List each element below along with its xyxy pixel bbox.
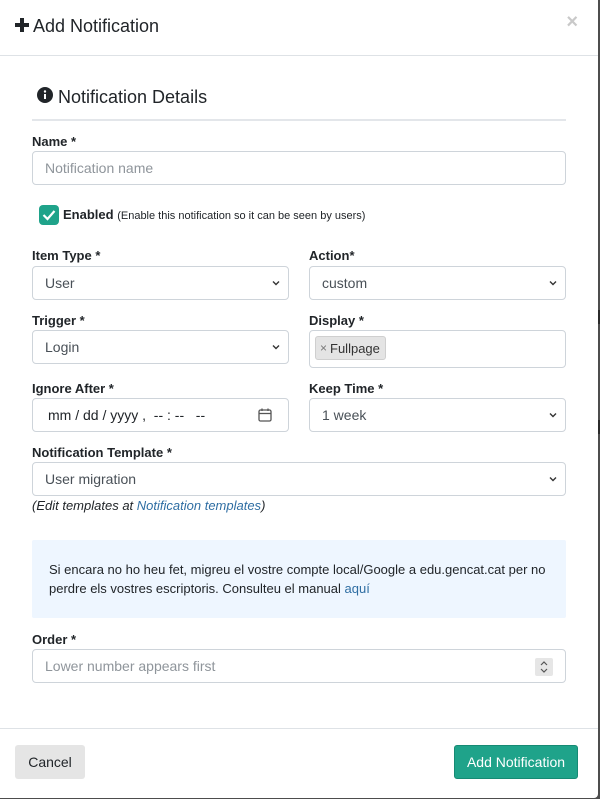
chevron-down-icon <box>549 411 557 419</box>
ignore-after-value: mm / dd / yyyy , -- : -- -- <box>48 407 206 423</box>
notification-templates-link[interactable]: Notification templates <box>136 498 262 513</box>
close-icon[interactable]: × <box>566 11 578 33</box>
template-select[interactable] <box>32 462 566 496</box>
order-label: Order * <box>32 632 77 647</box>
template-label: Notification Template * <box>32 445 172 460</box>
ignore-after-label: Ignore After * <box>32 381 114 396</box>
spinner-arrows-icon <box>535 658 553 676</box>
display-tag-label: Fullpage <box>330 340 380 356</box>
item-type-select[interactable] <box>32 266 289 300</box>
enabled-help: (Enable this notification so it can be seen by users) <box>117 210 366 222</box>
chevron-down-icon <box>272 279 280 287</box>
cancel-button[interactable]: Cancel <box>15 745 85 779</box>
display-label: Display * <box>309 313 364 328</box>
item-type-value: User <box>45 275 75 291</box>
name-input[interactable]: Notification name <box>32 151 566 185</box>
trigger-select[interactable] <box>32 330 289 364</box>
chevron-down-icon <box>549 279 557 287</box>
item-type-label: Item Type * <box>32 248 101 263</box>
alert-text: Si encara no ho heu fet, migreu el vostre compte local/Google a edu.gencat.cat per no perdre els vostres escriptoris. Consulteu el manual <box>49 562 546 596</box>
chevron-down-icon <box>272 343 280 351</box>
keep-time-label: Keep Time * <box>309 381 384 396</box>
section-divider <box>32 119 566 121</box>
modal-header <box>0 0 598 56</box>
ignore-after-datetime[interactable] <box>32 398 289 432</box>
info-icon <box>37 87 53 108</box>
template-preview-alert <box>32 540 566 618</box>
template-value: User migration <box>45 471 137 487</box>
plus-icon <box>15 16 29 37</box>
keep-time-value: 1 week <box>322 407 367 423</box>
keep-time-select[interactable] <box>309 398 566 432</box>
enabled-label-row <box>63 207 365 222</box>
display-tag <box>315 336 386 360</box>
order-input[interactable] <box>32 649 566 683</box>
order-placeholder: Lower number appears first <box>45 658 216 674</box>
add-notification-button[interactable]: Add Notification <box>454 745 578 779</box>
action-value: custom <box>322 275 368 291</box>
enabled-checkbox[interactable] <box>39 205 59 225</box>
manual-link[interactable]: aquí <box>344 581 370 596</box>
modal-title <box>15 16 159 37</box>
enabled-label: Enabled <box>63 207 114 222</box>
number-spinner[interactable] <box>535 658 553 676</box>
tag-remove-icon[interactable]: × <box>320 341 328 355</box>
template-note <box>32 498 265 513</box>
template-note-prefix: (Edit templates at <box>32 498 137 513</box>
action-select[interactable] <box>309 266 566 300</box>
template-note-suffix: ) <box>261 498 266 513</box>
trigger-label: Trigger * <box>32 313 85 328</box>
action-label: Action* <box>309 248 355 263</box>
modal-title-text: Add Notification <box>33 16 160 36</box>
trigger-value: Login <box>45 339 80 355</box>
chevron-down-icon <box>549 475 557 483</box>
section-title <box>37 87 207 108</box>
name-label: Name * <box>32 134 77 149</box>
modal-footer <box>0 728 598 798</box>
check-icon <box>42 209 56 221</box>
calendar-icon[interactable] <box>258 408 272 422</box>
section-title-text: Notification Details <box>58 87 208 107</box>
